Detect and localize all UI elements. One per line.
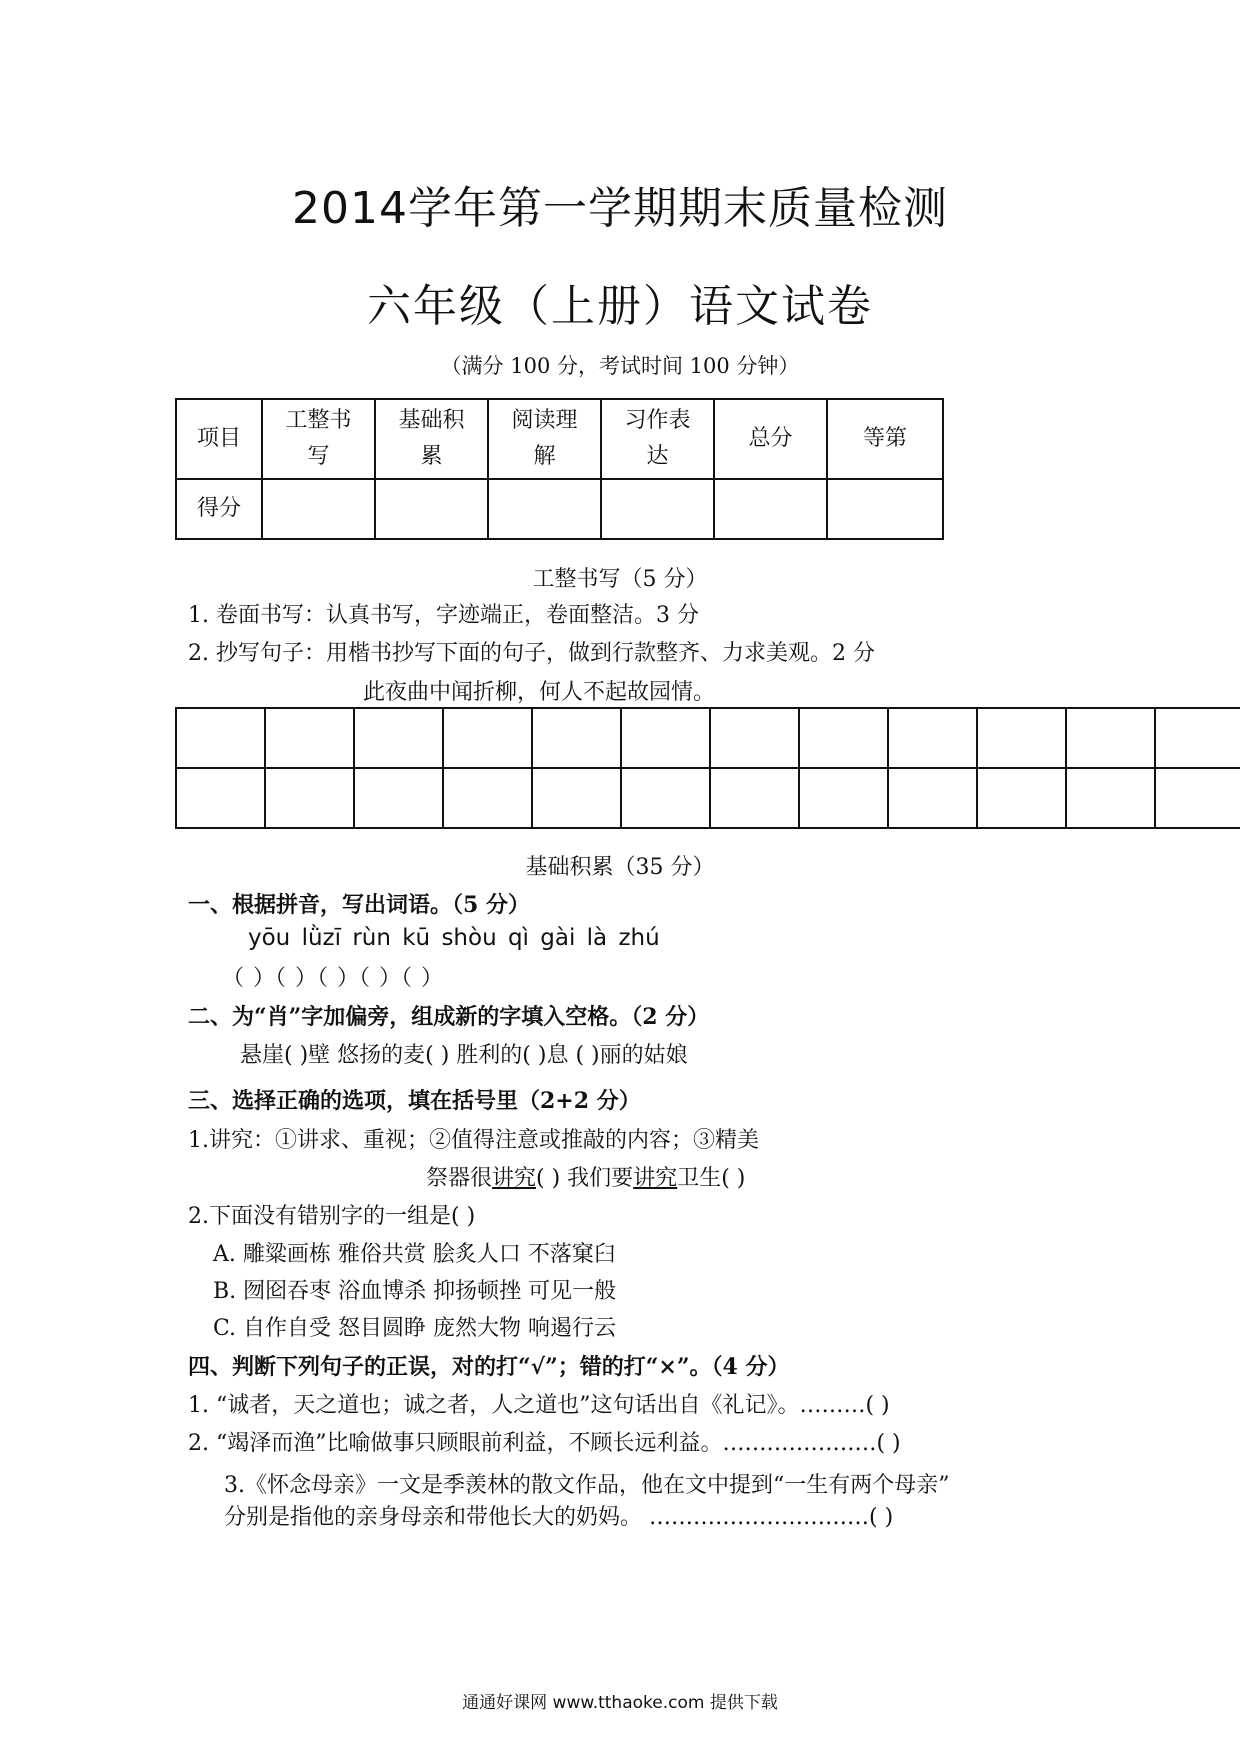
grid-cell [710, 768, 799, 828]
question-1-blanks: （ ）（ ）（ ）（ ）（ ） [222, 966, 443, 991]
underlined-word: 讲究 [492, 1166, 537, 1191]
section-heading-basics: 基础积累（35 分） [525, 855, 715, 880]
score-table-row-header: 项目 [176, 399, 262, 479]
grid-cell [977, 768, 1066, 828]
score-col-grade: 等第 [827, 399, 943, 479]
grid-cell [265, 708, 354, 768]
grid-cell [443, 768, 532, 828]
copy-grid-row [176, 708, 1240, 768]
grid-cell [354, 708, 443, 768]
sentence-part: 祭器很 [426, 1166, 493, 1191]
score-cell [827, 479, 943, 539]
writing-item-1: 1. 卷面书写：认真书写，字迹端正，卷面整洁。3 分 [188, 603, 699, 628]
grid-cell [532, 708, 621, 768]
score-col-total: 总分 [714, 399, 827, 479]
grid-cell [1066, 708, 1155, 768]
question-1-title: 一、根据拼音，写出词语。（5 分） [188, 892, 530, 918]
underlined-word: 讲究 [633, 1166, 678, 1191]
question-2-title: 二、为“肖”字加偏旁，组成新的字填入空格。（2 分） [188, 1004, 710, 1030]
grid-cell [354, 768, 443, 828]
exam-title: 2014学年第一学期期末质量检测 [292, 183, 948, 234]
score-cell [262, 479, 375, 539]
grid-cell [888, 708, 977, 768]
footer-credit: 通通好课网 www.tthaoke.com 提供下载 [462, 1693, 778, 1713]
copy-grid-row [176, 768, 1240, 828]
grid-cell [799, 708, 888, 768]
question-4-title: 四、判断下列句子的正误，对的打“√”；错的打“×”。（4 分） [188, 1354, 790, 1380]
score-col-label: 工整书写 [285, 408, 352, 469]
score-col-composition [601, 399, 714, 479]
score-table [175, 398, 944, 540]
exam-note: （满分 100 分，考试时间 100 分钟） [440, 354, 800, 378]
exam-subtitle: 六年级（上册）语文试卷 [367, 281, 873, 332]
score-col-label: 阅读理解 [511, 408, 578, 469]
grid-cell [621, 708, 710, 768]
score-cell [375, 479, 488, 539]
question-4-item-1: 1. “诚者，天之道也；诚之者，人之道也”这句话出自《礼记》。………( ) [188, 1393, 890, 1418]
grid-cell [621, 768, 710, 828]
question-3-item-1-sentence [426, 1161, 745, 1192]
score-col-basics [375, 399, 488, 479]
question-4-item-3-line-1: 3.《怀念母亲》一文是季羡林的散文作品，他在文中提到“一生有两个母亲” [224, 1473, 950, 1498]
grid-cell [799, 768, 888, 828]
option-c: C. 自作自受 怒目圆睁 庞然大物 响遏行云 [213, 1316, 617, 1341]
grid-cell [265, 768, 354, 828]
grid-cell [1155, 708, 1240, 768]
option-a: A. 雕粱画栋 雅俗共赏 脍炙人口 不落窠臼 [213, 1242, 616, 1267]
writing-item-2: 2. 抄写句子：用楷书抄写下面的句子，做到行款整齐、力求美观。2 分 [188, 641, 875, 666]
sentence-part: ( ) 我们要 [536, 1166, 634, 1191]
score-cell [714, 479, 827, 539]
question-4-item-2: 2. “竭泽而渔”比喻做事只顾眼前利益，不顾长远利益。…………………( ) [188, 1431, 901, 1456]
copy-grid [175, 707, 1240, 829]
question-3-item-1: 1.讲究：①讲求、重视；②值得注意或推敲的内容；③精美 [188, 1128, 759, 1153]
score-cell [488, 479, 601, 539]
score-col-writing [262, 399, 375, 479]
question-1-pinyin: yōu lǜzī rùn kū shòu qì gài là zhú [248, 925, 660, 951]
score-col-label: 习作表达 [624, 408, 691, 469]
option-b: B. 囫囵吞枣 浴血博杀 抑扬顿挫 可见一般 [213, 1279, 617, 1304]
question-2-content: 悬崖( )壁 悠扬的麦( ) 胜利的( )息 ( )丽的姑娘 [240, 1043, 688, 1068]
question-3-title: 三、选择正确的选项，填在括号里（2+2 分） [188, 1088, 641, 1114]
grid-cell [1155, 768, 1240, 828]
grid-cell [977, 708, 1066, 768]
sentence-part: 卫生( ) [677, 1166, 746, 1191]
score-col-label: 基础积累 [398, 408, 465, 469]
score-cell [601, 479, 714, 539]
grid-cell [532, 768, 621, 828]
score-label: 得分 [176, 479, 262, 539]
copy-sentence: 此夜曲中闻折柳，何人不起故园情。 [363, 680, 716, 705]
score-col-reading [488, 399, 601, 479]
grid-cell [176, 768, 265, 828]
grid-cell [443, 708, 532, 768]
question-4-item-3-line-2: 分别是指他的亲身母亲和带他长大的奶妈。 …………………………( ) [224, 1505, 894, 1530]
grid-cell [176, 708, 265, 768]
score-table-header-row [176, 399, 943, 479]
question-3-item-2: 2.下面没有错别字的一组是( ) [188, 1204, 476, 1229]
section-heading-writing: 工整书写（5 分） [532, 567, 708, 592]
score-table-score-row [176, 479, 943, 539]
grid-cell [888, 768, 977, 828]
grid-cell [710, 708, 799, 768]
grid-cell [1066, 768, 1155, 828]
